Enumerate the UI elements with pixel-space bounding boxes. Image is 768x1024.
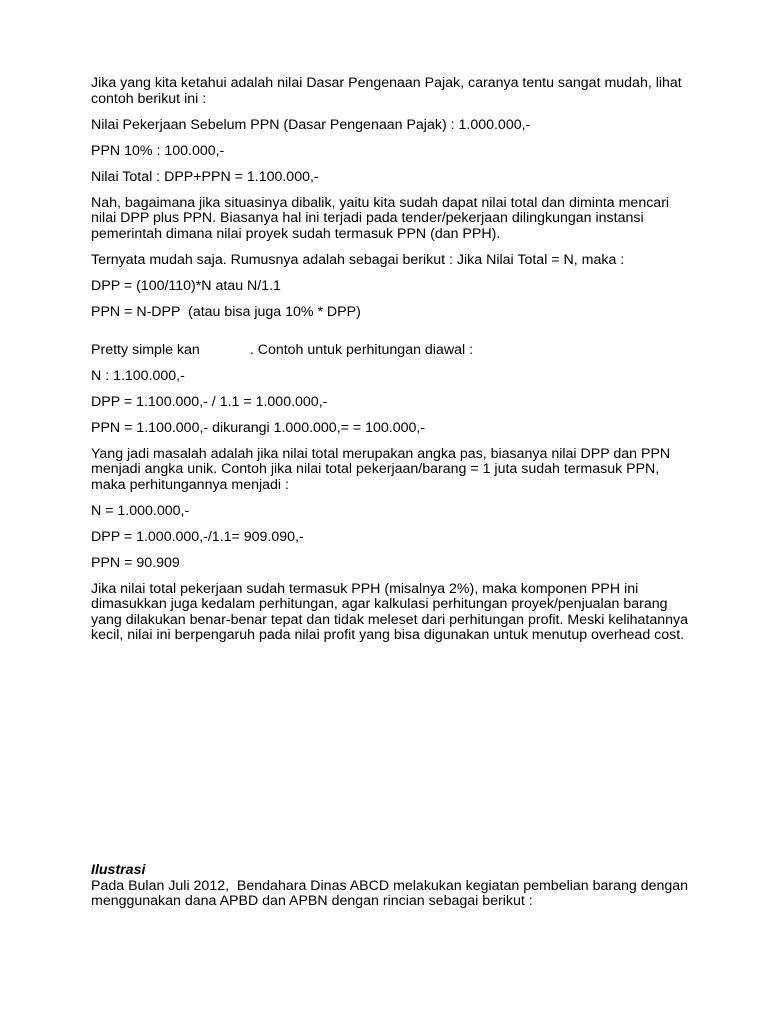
problem-paragraph: Yang jadi masalah adalah jika nilai total merupakan angka pas, biasanya nilai DPP dan PPN menjadi angka unik. Contoh jika nilai total pekerjaan/barang = 1 juta sudah termasuk PPN, maka perhitungannya menjadi : <box>91 445 675 493</box>
reverse-case-paragraph: Nah, bagaimana jika situasinya dibalik, yaitu kita sudah dapat nilai total dan diminta mencari nilai DPP plus PPN. Biasanya hal ini terjadi pada tender/pekerjaan dilingkungan instansi pemerintah dimana nilai proyek sudah termasuk PPN (dan PPH). <box>91 194 674 242</box>
n-round-line: N = 1.000.000,- <box>91 502 190 519</box>
ilustrasi-text: Pada Bulan Juli 2012, Bendahara Dinas ABCD melakukan kegiatan pembelian barang dengan menggunakan dana APBD dan APBN dengan rincian sebagai berikut : <box>91 877 693 909</box>
n-value-line: N : 1.100.000,- <box>91 367 185 384</box>
formula-intro-line: Ternyata mudah saja. Rumusnya adalah sebagai berikut : Jika Nilai Total = N, maka : <box>91 251 625 268</box>
dpp-round-calc-line: DPP = 1.000.000,-/1.1= 909.090,- <box>91 528 304 545</box>
ilustrasi-heading: Ilustrasi <box>91 862 146 878</box>
ilustrasi-section <box>91 863 691 910</box>
ppn-formula-line: PPN = N-DPP (atau bisa juga 10% * DPP) <box>91 303 361 320</box>
pph-paragraph: Jika nilai total pekerjaan sudah termasuk PPH (misalnya 2%), maka komponen PPH ini dimasukkan juga kedalam perhitungan, agar kalkulasi perhitungan proyek/penjualan barang yang dilakukan benar-benar tepat dan tidak meleset dari perhitungan profit. Meski kelihatannya kecil, nilai ini berpengaruh pada nilai profit yang bisa digunakan untuk menutup overhead cost. <box>91 580 692 643</box>
dpp-before-ppn-line: Nilai Pekerjaan Sebelum PPN (Dasar Pengenaan Pajak) : 1.000.000,- <box>91 116 531 133</box>
pretty-simple-line <box>91 343 691 359</box>
ppn-rate-line: PPN 10% : 100.000,- <box>91 142 225 159</box>
total-value-line: Nilai Total : DPP+PPN = 1.100.000,- <box>91 168 319 185</box>
dpp-formula-line: DPP = (100/110)*N atau N/1.1 <box>91 277 281 294</box>
ppn-calc-line: PPN = 1.100.000,- dikurangi 1.000.000,= = 100.000,- <box>91 419 426 436</box>
intro-paragraph: Jika yang kita ketahui adalah nilai Dasar Pengenaan Pajak, caranya tentu sangat mudah, lihat contoh berikut ini : <box>91 75 686 107</box>
dpp-calc-line: DPP = 1.100.000,- / 1.1 = 1.000.000,- <box>91 393 328 410</box>
pretty-simple-text: Pretty simple kan <box>91 341 200 358</box>
ppn-round-calc-line: PPN = 90.909 <box>91 554 180 571</box>
example-intro-text: . Contoh untuk perhitungan diawal : <box>249 341 474 358</box>
document-body <box>91 76 691 654</box>
